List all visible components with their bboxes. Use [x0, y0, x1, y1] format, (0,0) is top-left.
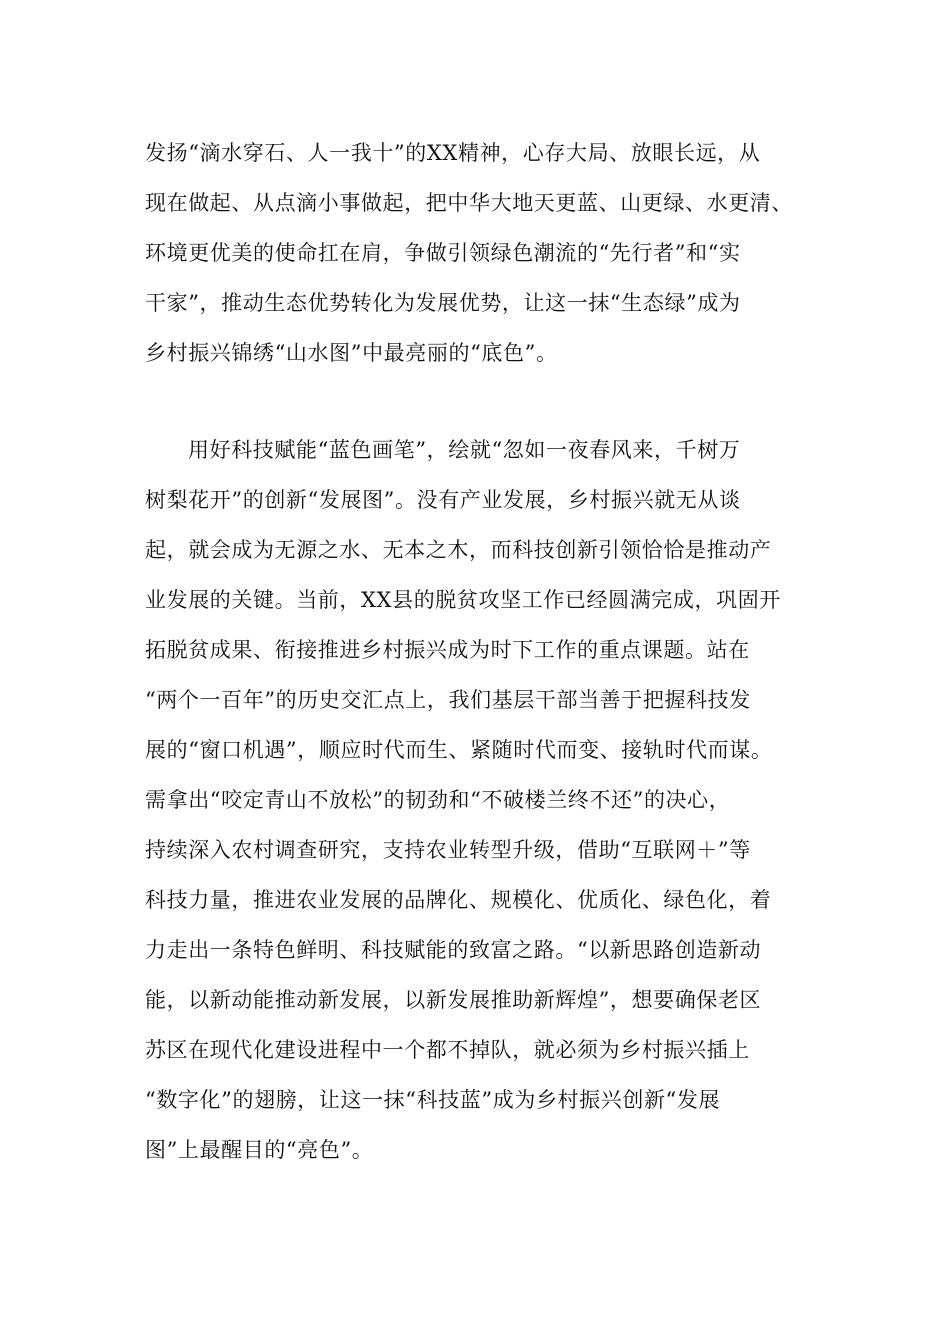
paragraph-2-line-5: 拓脱贫成果、衔接推进乡村振兴成为时下工作的重点课题。站在: [145, 638, 750, 662]
paragraph-2-line-13: 苏区在现代化建设进程中一个都不掉队，就必须为乡村振兴插上: [145, 1038, 750, 1062]
paragraph-2-line-10: 科技力量，推进农业发展的品牌化、规模化、优质化、绿色化，着: [145, 888, 772, 912]
paragraph-1-line-4: 干家”，推动生态优势转化为发展优势，让这一抹“生态绿”成为: [145, 291, 741, 315]
paragraph-1-line-2: 现在做起、从点滴小事做起，把中华大地天更蓝、山更绿、水更清、: [145, 191, 793, 215]
paragraph-2-line-6: “两个一百年”的历史交汇点上，我们基层干部当善于把握科技发: [145, 688, 751, 712]
paragraph-2-line-3: 起，就会成为无源之水、无本之木，而科技创新引领恰恰是推动产: [145, 538, 772, 562]
paragraph-2-line-14: “数字化”的翅膀，让这一抹“科技蓝”成为乡村振兴创新“发展: [145, 1088, 721, 1112]
paragraph-1-line-5: 乡村振兴锦绣“山水图”中最亮丽的“底色”。: [145, 341, 558, 365]
paragraph-2-line-1: 用好科技赋能“蓝色画笔”，绘就“忽如一夜春风来，千树万: [188, 438, 741, 462]
paragraph-1-line-3: 环境更优美的使命扛在肩，争做引领绿色潮流的“先行者”和“实: [145, 241, 741, 265]
paragraph-2-line-15: 图”上最醒目的“亮色”。: [145, 1138, 374, 1162]
paragraph-1-line-1: 发扬“滴水穿石、人一我十”的XX精神，心存大局、放眼长远，从: [145, 141, 761, 165]
paragraph-2-line-8: 需拿出“咬定青山不放松”的韧劲和“不破楼兰终不还”的决心，: [145, 788, 731, 812]
paragraph-2-line-2: 树梨花开”的创新“发展图”。没有产业发展，乡村振兴就无从谈: [145, 488, 741, 512]
paragraph-2-line-9: 持续深入农村调查研究，支持农业转型升级，借助“互联网＋”等: [145, 838, 751, 862]
paragraph-2-line-4: 业发展的关键。当前，XX县的脱贫攻坚工作已经圆满完成，巩固开: [145, 588, 781, 612]
paragraph-2-line-12: 能，以新动能推动新发展，以新发展推助新辉煌”，想要确保老区: [145, 988, 762, 1012]
paragraph-2-line-7: 展的“窗口机遇”，顺应时代而生、紧随时代而变、接轨时代而谋。: [145, 738, 773, 762]
paragraph-2-line-11: 力走出一条特色鲜明、科技赋能的致富之路。“以新思路创造新动: [145, 938, 762, 962]
